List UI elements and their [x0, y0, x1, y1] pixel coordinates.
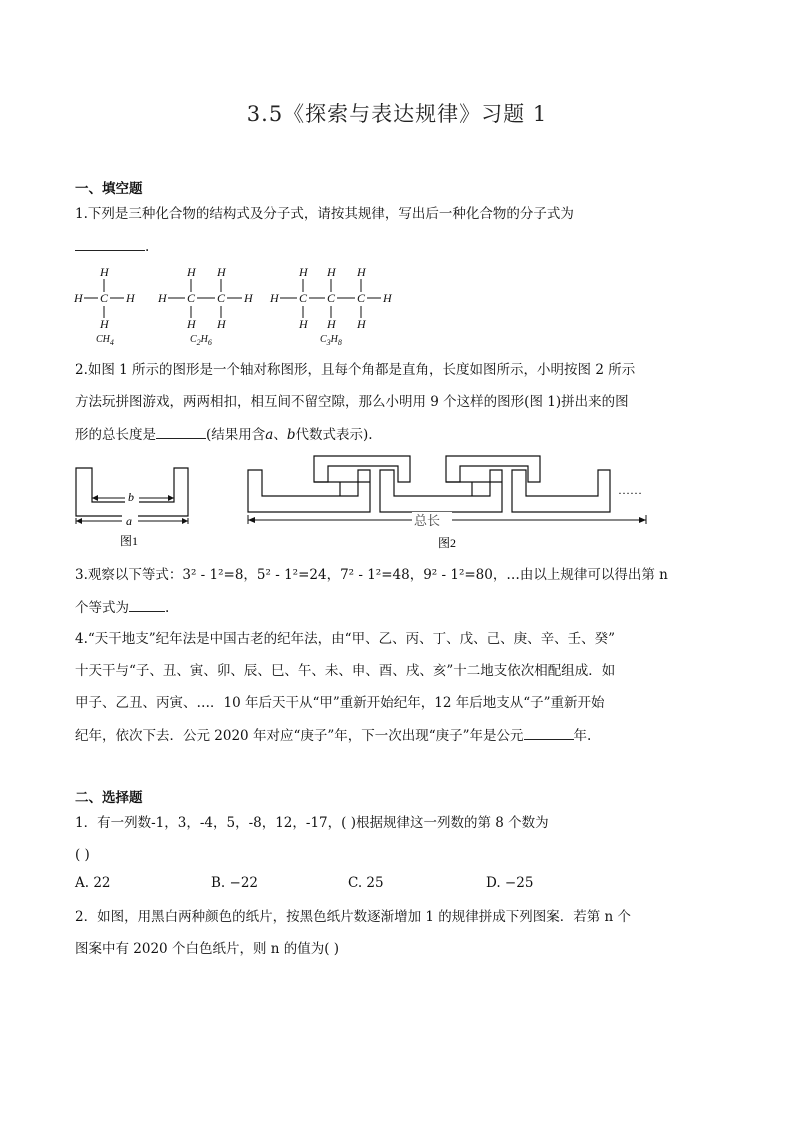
question-4-line-1: 4.“天干地支”纪年法是中国古老的纪年法，由“甲、乙、丙、丁、戊、己、庚、辛、壬、癸”: [75, 631, 615, 647]
question-2-line-2: 方法玩拼图游戏，两两相扣，相互间不留空隙，那么小明用 9 个这样的图形(图 1)拼出来的图: [75, 394, 629, 410]
atom-h: H: [270, 291, 279, 305]
choice-a[interactable]: A. 22: [75, 875, 111, 891]
atom-c: C: [299, 291, 308, 305]
formula-c2h6: $C_2H_6$: [190, 334, 212, 347]
answer-blank[interactable]: [156, 424, 206, 439]
question-3-line-2: 个等式为 .: [75, 597, 169, 618]
question-4-line-4: 纪年，依次下去．公元 2020 年对应“庚子”年，下一次出现“庚子”年是公元 年.: [75, 725, 591, 746]
question-4-line-2: 十天干与“子、丑、寅、卯、辰、巳、午、未、申、酉、戌、亥”十二地支依次相配组成．如: [75, 663, 616, 679]
atom-h: H: [187, 265, 196, 279]
section-heading-fill-blank: 一、填空题: [75, 181, 143, 197]
question-3-equations: 3² - 1²=8，5² - 1²=24，7² - 1²=48，9² - 1²=80，…由以上规律可以得出第 n: [182, 567, 668, 583]
figure-1: [70, 462, 200, 552]
question-3-line-1: 3.观察以下等式：3² - 1²=8，5² - 1²=24，7² - 1²=48，9² - 1²=80，…由以上规律可以得出第 n: [75, 567, 668, 583]
question-4-line-3: 甲子、乙丑、丙寅、…．10 年后天干从“甲”重新开始纪年，12 年后地支从“子”重新开始: [75, 695, 605, 711]
atom-h: H: [299, 317, 308, 331]
formula-ch4: $CH_4$: [96, 334, 114, 347]
atom-h: H: [187, 317, 196, 331]
answer-blank[interactable]: [524, 725, 574, 740]
figure-2: [240, 452, 660, 552]
atom-h: H: [357, 265, 366, 279]
question-1-line-1: 1.下列是三种化合物的结构式及分子式，请按其规律，写出后一种化合物的分子式为: [75, 206, 574, 222]
atom-h: H: [327, 317, 336, 331]
choice-b[interactable]: B. −22: [211, 875, 258, 891]
atom-c: C: [327, 291, 336, 305]
mc-question-2-line-1: 2．如图，用黑白两种颜色的纸片，按黑色纸片数逐渐增加 1 的规律拼成下列图案．若第 n 个: [75, 909, 632, 925]
variable-a: a: [265, 427, 274, 443]
atom-h: H: [100, 265, 109, 279]
mc-question-1-line-2: ( ): [75, 847, 90, 863]
page-title: 3.5《探索与表达规律》习题 1: [246, 102, 548, 126]
question-1-line-2: [75, 236, 149, 257]
atom-h: H: [383, 291, 392, 305]
atom-h: H: [244, 291, 253, 305]
atom-c: C: [100, 291, 109, 305]
label-total-length: 总长: [414, 513, 441, 528]
question-2-line-1: 2.如图 1 所示的图形是一个轴对称图形，且每个角都是直角，长度如图所示，小明按图 2 所示: [75, 362, 636, 378]
ellipsis: ……: [618, 483, 642, 497]
mc-question-2-line-2: 图案中有 2020 个白色纸片，则 n 的值为( ): [75, 941, 340, 957]
section-heading-multiple-choice: 二、选择题: [75, 790, 143, 806]
answer-blank[interactable]: [75, 236, 145, 251]
atom-h: H: [100, 317, 109, 331]
molecule-structures: [70, 262, 410, 348]
figure-2-caption: 图2: [438, 536, 457, 550]
formula-c3h8: $C_3H_8$: [320, 334, 342, 347]
label-a: a: [126, 514, 132, 528]
atom-h: H: [126, 291, 135, 305]
mc-question-1-line-1: 1．有一列数-1，3，-4，5，-8，12，-17，( )根据规律这一列数的第 8 个数为: [75, 815, 549, 831]
atom-h: H: [217, 317, 226, 331]
atom-c: C: [357, 291, 366, 305]
label-b: b: [128, 490, 134, 504]
answer-blank[interactable]: [129, 597, 165, 612]
atom-c: C: [187, 291, 196, 305]
atom-h: H: [299, 265, 308, 279]
question-2-line-3: 形的总长度是 (结果用含a、b代数式表示).: [75, 424, 373, 445]
choice-d[interactable]: D. −25: [486, 875, 534, 891]
atom-h: H: [217, 265, 226, 279]
variable-b: b: [286, 427, 296, 443]
atom-h: H: [158, 291, 167, 305]
question-1-period: .: [145, 239, 150, 255]
atom-c: C: [217, 291, 226, 305]
figure-1-caption: 图1: [120, 534, 139, 548]
atom-h: H: [327, 265, 336, 279]
atom-h: H: [357, 317, 366, 331]
choice-c[interactable]: C. 25: [348, 875, 384, 891]
atom-h: H: [74, 291, 83, 305]
